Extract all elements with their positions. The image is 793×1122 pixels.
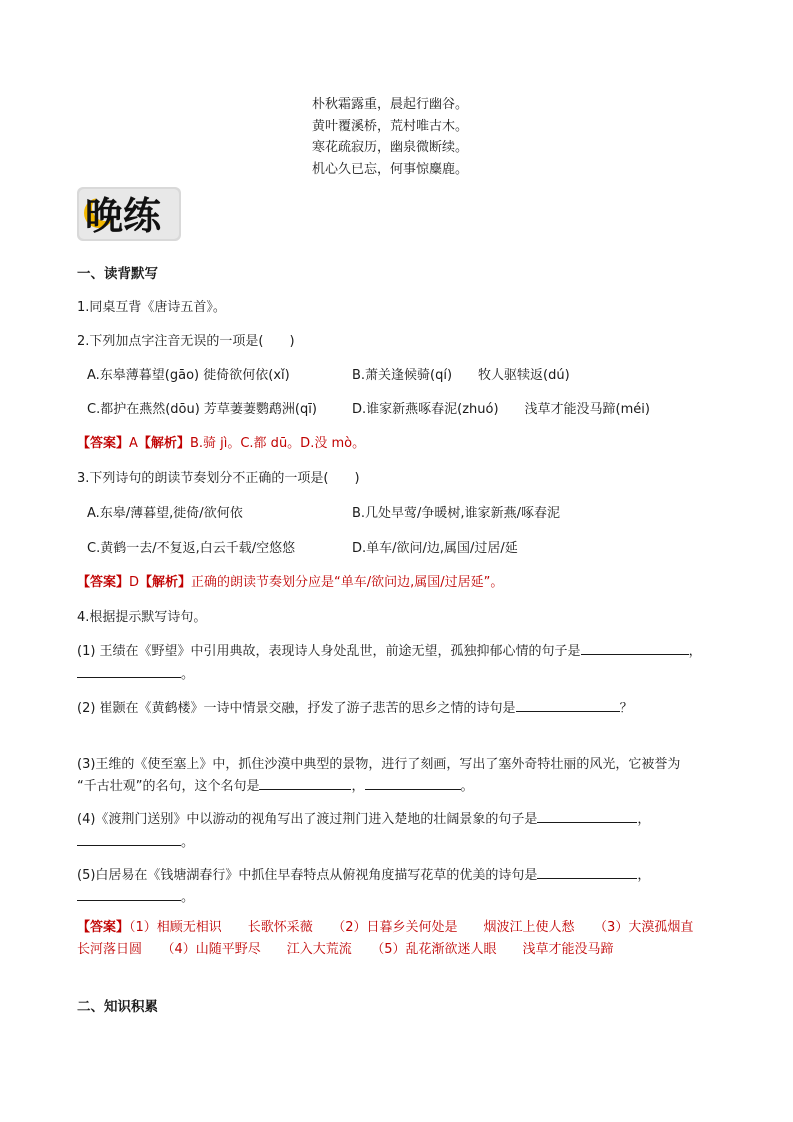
q4-item-4 xyxy=(77,808,650,827)
answer-blank[interactable] xyxy=(259,777,351,790)
q2-option-a: A.东皋薄暮望(gāo) 徙倚欲何依(xǐ) xyxy=(87,368,290,383)
q4-item-3-text: “千古壮观”的名句，这个名句是 xyxy=(77,779,260,794)
q4-item-1-text: (1) 王绩在《野望》中引用典故，表现诗人身处乱世，前途无望，孤独抑郁心情的句子是 xyxy=(77,644,581,659)
svg-text:晚练: 晚练 xyxy=(85,194,162,238)
answer-value: D xyxy=(129,575,140,590)
analysis-text: 正确的朗读节奏划分应是“单车/欲问边,属国/过居延”。 xyxy=(191,575,504,590)
answer-blank[interactable] xyxy=(77,665,181,678)
answer-blank[interactable] xyxy=(516,699,620,712)
q4-item-2-text: (2) 崔颢在《黄鹤楼》一诗中情景交融，抒发了游子悲苦的思乡之情的诗句是 xyxy=(77,701,516,716)
punct-question: ？ xyxy=(619,701,633,716)
section-2-title: 二、知识积累 xyxy=(77,999,158,1015)
analysis-label: 【解析】 xyxy=(139,575,192,590)
poem-line-1: 朴秋霜露重，晨起行幽谷。 xyxy=(312,97,469,112)
wanlian-logo xyxy=(77,183,181,241)
punct-comma: ， xyxy=(637,868,651,883)
q2-stem: 2.下列加点字注音无误的一项是( ) xyxy=(77,334,295,349)
q4-item-4-text: (4)《渡荆门送别》中以游动的视角写出了渡过荆门进入楚地的壮阔景象的句子是 xyxy=(77,812,538,827)
answer-blank[interactable] xyxy=(537,866,637,879)
q4-item-5 xyxy=(77,864,650,883)
punct-period: 。 xyxy=(460,779,474,794)
answer-value: A xyxy=(129,436,138,451)
q3-answer xyxy=(77,571,503,590)
punct-comma: ， xyxy=(351,779,365,794)
poem-line-4: 机心久已忘，何事惊麋鹿。 xyxy=(312,161,469,177)
q4-item-3b xyxy=(77,775,474,794)
q4-item-2 xyxy=(77,697,633,716)
q3-option-c: C.黄鹤一去/不复返,白云千载/空悠悠 xyxy=(87,541,296,556)
q4-item-1 xyxy=(77,640,702,659)
q4-item-1-cont xyxy=(77,663,194,682)
q4-item-4-cont xyxy=(77,831,194,850)
q2-answer xyxy=(77,432,365,451)
q1-text: 1.同桌互背《唐诗五首》。 xyxy=(77,300,226,315)
q4-item-3a: (3)王维的《使至塞上》中，抓住沙漠中典型的景物，进行了刻画，写出了塞外奇特壮丽的风光，它被誉为 xyxy=(77,757,681,772)
poem xyxy=(312,94,468,180)
answer-label: 【答案】 xyxy=(77,436,130,451)
answer-blank[interactable] xyxy=(537,810,637,823)
q3-option-d: D.单车/欲问/边,属国/过居/延 xyxy=(352,541,518,556)
answer-blank[interactable] xyxy=(365,777,461,790)
q4-item-5-cont xyxy=(77,886,194,905)
q2-option-d: D.谁家新燕啄春泥(zhuó) 浅草才能没马蹄(méi) xyxy=(352,402,650,417)
punct-period: 。 xyxy=(181,835,195,850)
analysis-text: B.骑 jì。C.都 dū。D.没 mò。 xyxy=(189,436,366,451)
q2-option-c: C.都护在燕然(dōu) 芳草萋萋鹦鹉洲(qī) xyxy=(87,402,317,417)
answer-label: 【答案】 xyxy=(77,575,130,590)
analysis-label: 【解析】 xyxy=(137,436,190,451)
answer-blank[interactable] xyxy=(77,833,181,846)
answer-label: 【答案】 xyxy=(77,920,130,935)
q3-stem: 3.下列诗句的朗读节奏划分不正确的一项是( ) xyxy=(77,471,360,486)
punct-period: 。 xyxy=(181,667,195,682)
answer-blank[interactable] xyxy=(77,888,181,901)
punct-comma: ， xyxy=(688,644,702,659)
answer-blank[interactable] xyxy=(581,642,689,655)
punct-comma: ， xyxy=(637,812,651,827)
poem-line-3: 寒花疏寂历，幽泉微断续。 xyxy=(312,140,469,155)
q4-stem: 4.根据提示默写诗句。 xyxy=(77,610,207,625)
q4-answer xyxy=(77,917,723,961)
answer-text: （1）相顾无相识 长歌怀采薇 （2）日暮乡关何处是 烟波江上使人愁 （3）大漠孤烟直 长河落日圆 （4）山随平野尽 江入大荒流 （5）乱花渐欲迷人眼 浅草才能没马蹄 xyxy=(77,920,720,957)
q4-item-5-text: (5)白居易在《钱塘湖春行》中抓住早春特点从俯视角度描写花草的优美的诗句是 xyxy=(77,868,538,883)
section-1-title: 一、读背默写 xyxy=(77,266,158,282)
poem-line-2: 黄叶覆溪桥，荒村唯古木。 xyxy=(312,118,469,134)
q3-option-b: B.几处早莺/争暖树,谁家新燕/啄春泥 xyxy=(352,506,560,521)
q2-option-b: B.萧关逢候骑(qí) 牧人驱犊返(dú) xyxy=(352,368,570,383)
q3-option-a: A.东皋/薄暮望,徙倚/欲何依 xyxy=(87,506,243,521)
punct-period: 。 xyxy=(181,890,195,905)
